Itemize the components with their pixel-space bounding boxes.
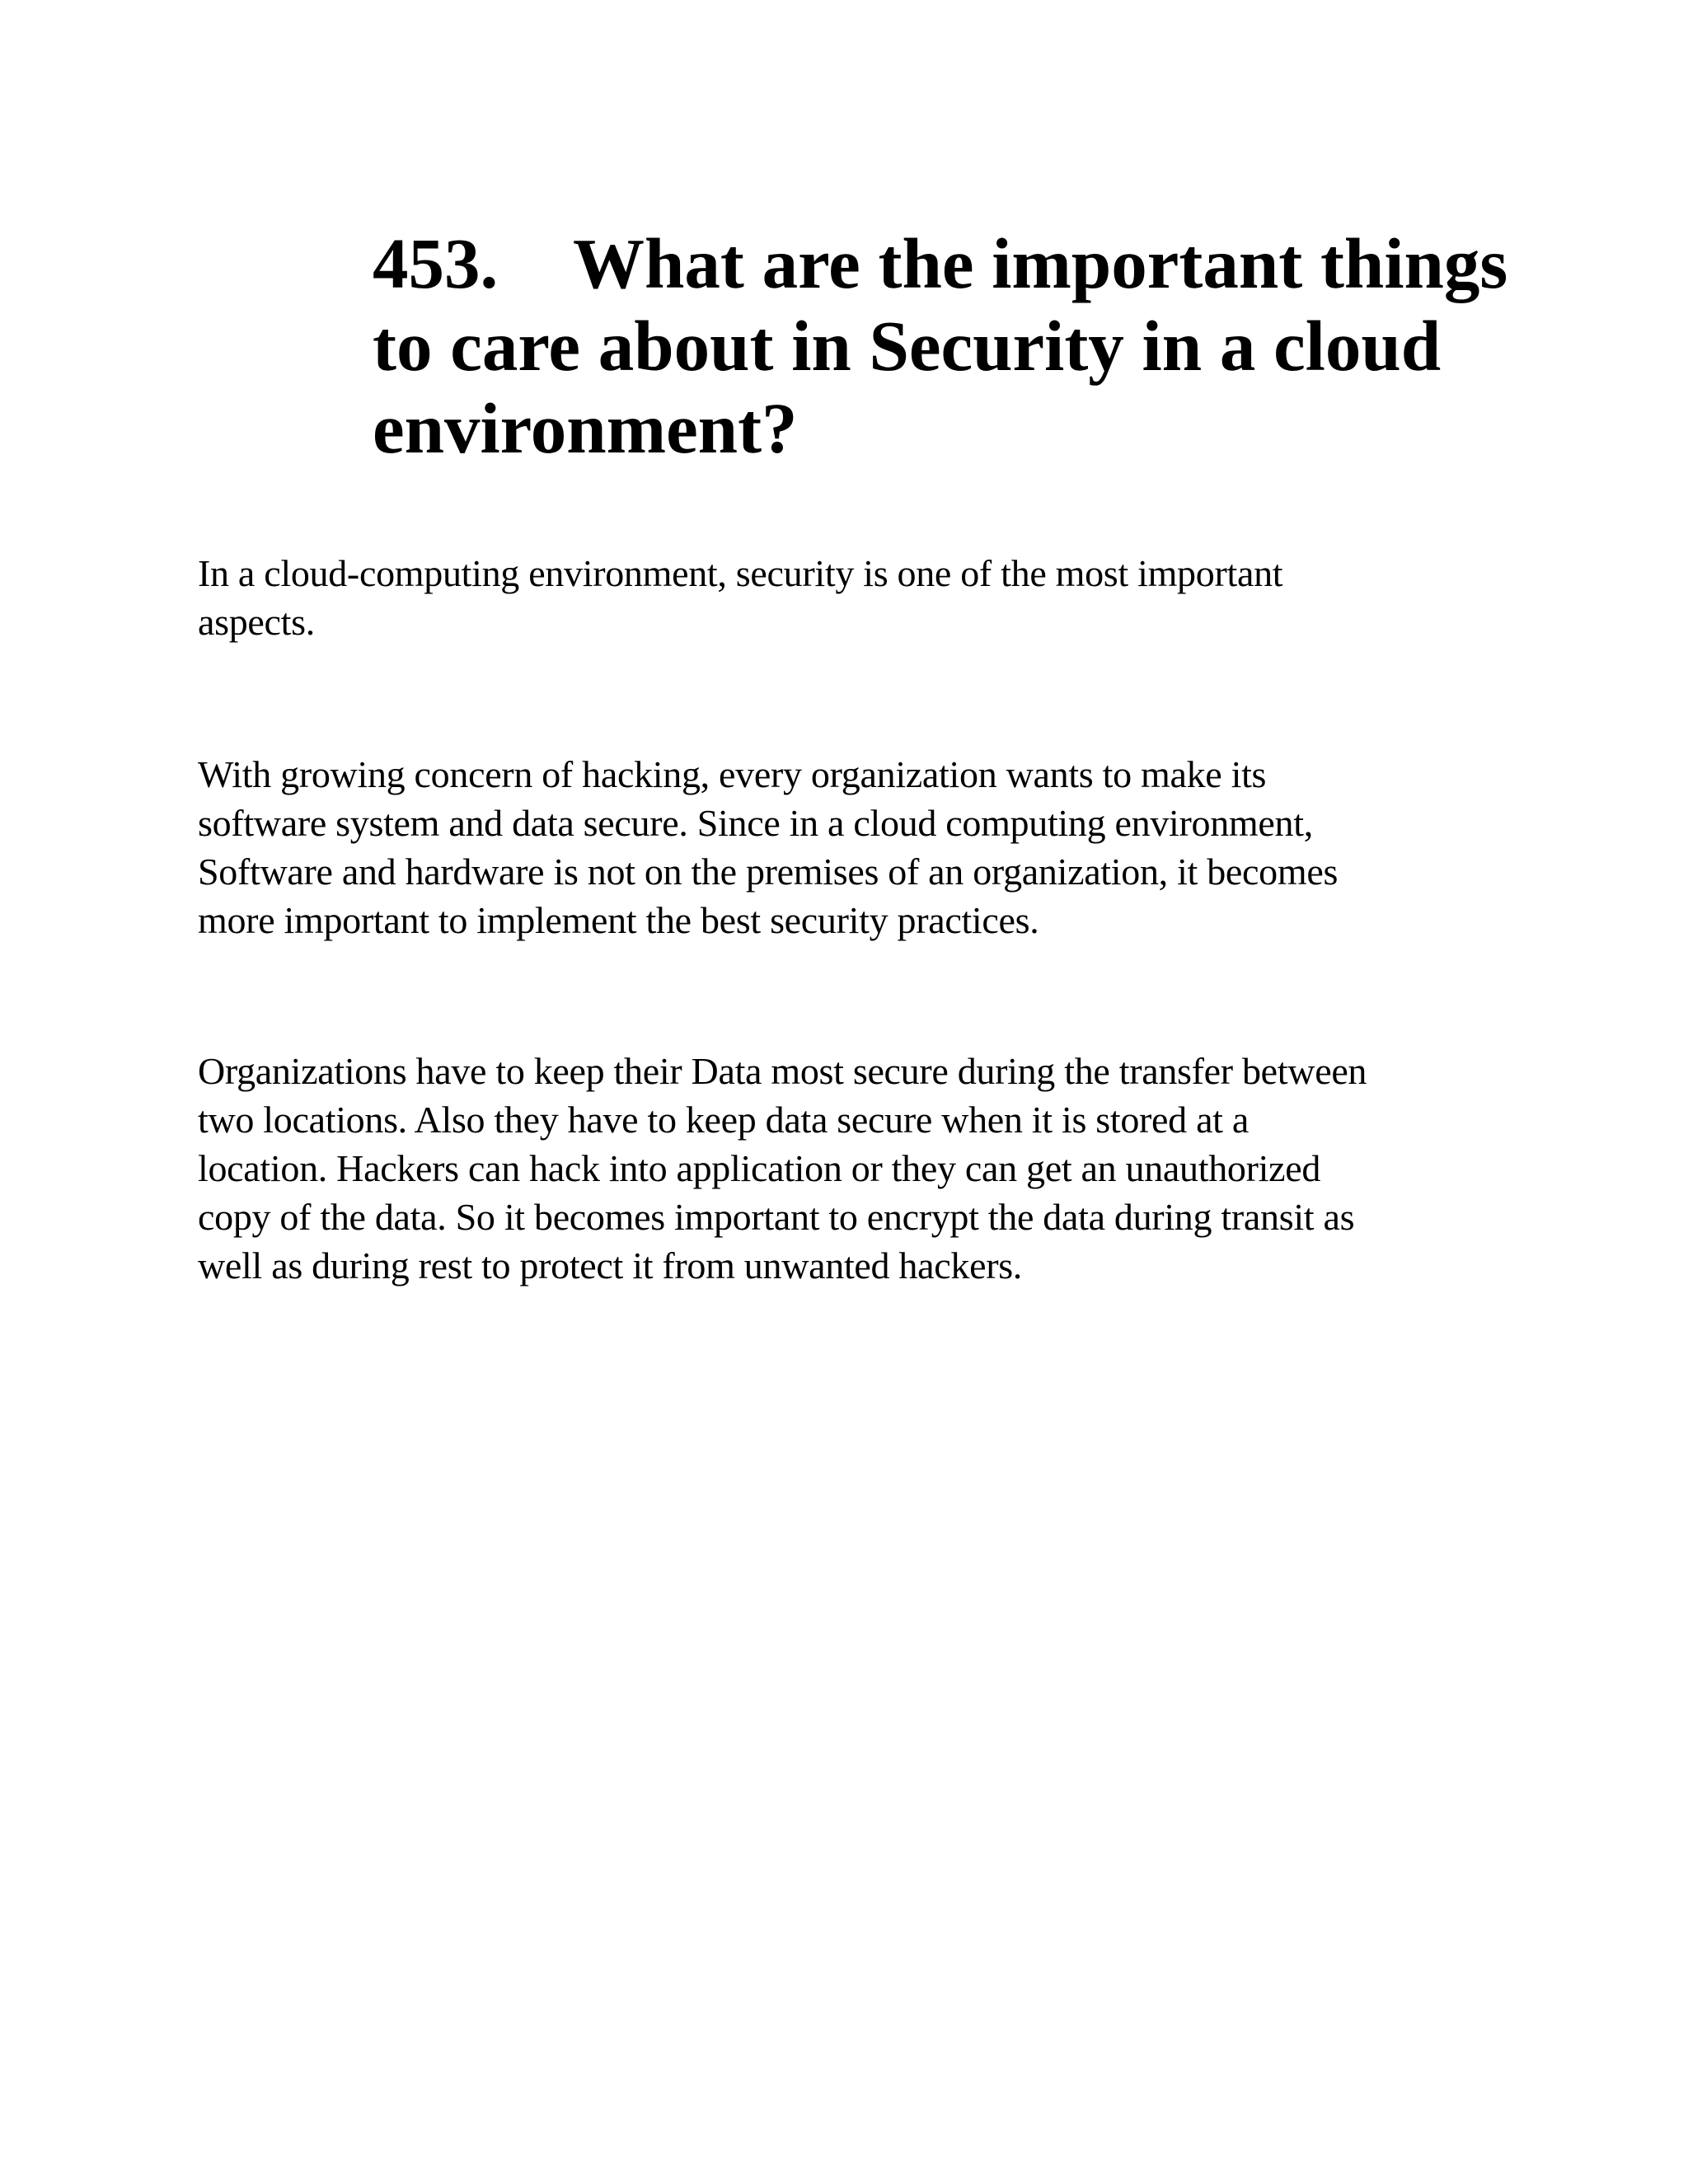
question-title-line-1: What are the important things [573, 223, 1508, 303]
paragraph-line: Software and hardware is not on the premises of an organization, it becomes [198, 851, 1339, 893]
question-title-line-3: environment? [373, 388, 798, 468]
paragraph-line: copy of the data. So it becomes important to encrypt the data during transit as [198, 1196, 1355, 1238]
question-title-line-2: to care about in Security in a cloud [373, 306, 1442, 386]
question-number: 453. [373, 223, 499, 303]
paragraph-line: two locations. Also they have to keep data secure when it is stored at a [198, 1099, 1249, 1141]
paragraph-line: aspects. [198, 601, 315, 643]
paragraph-line: software system and data secure. Since in a cloud computing environment, [198, 802, 1313, 844]
paragraph-intro [198, 549, 1517, 646]
paragraph-hacking-concern [198, 750, 1517, 944]
paragraph-line: location. Hackers can hack into application or they can get an unauthorized [198, 1147, 1321, 1189]
paragraph-line: With growing concern of hacking, every organization wants to make its [198, 753, 1267, 795]
question-heading [373, 223, 1526, 470]
paragraph-line: In a cloud-computing environment, security is one of the most important [198, 552, 1283, 594]
paragraph-data-security [198, 1047, 1517, 1290]
paragraph-line: more important to implement the best security practices. [198, 899, 1039, 941]
paragraph-line: well as during rest to protect it from unwanted hackers. [198, 1244, 1023, 1286]
paragraph-line: Organizations have to keep their Data most secure during the transfer between [198, 1050, 1367, 1092]
